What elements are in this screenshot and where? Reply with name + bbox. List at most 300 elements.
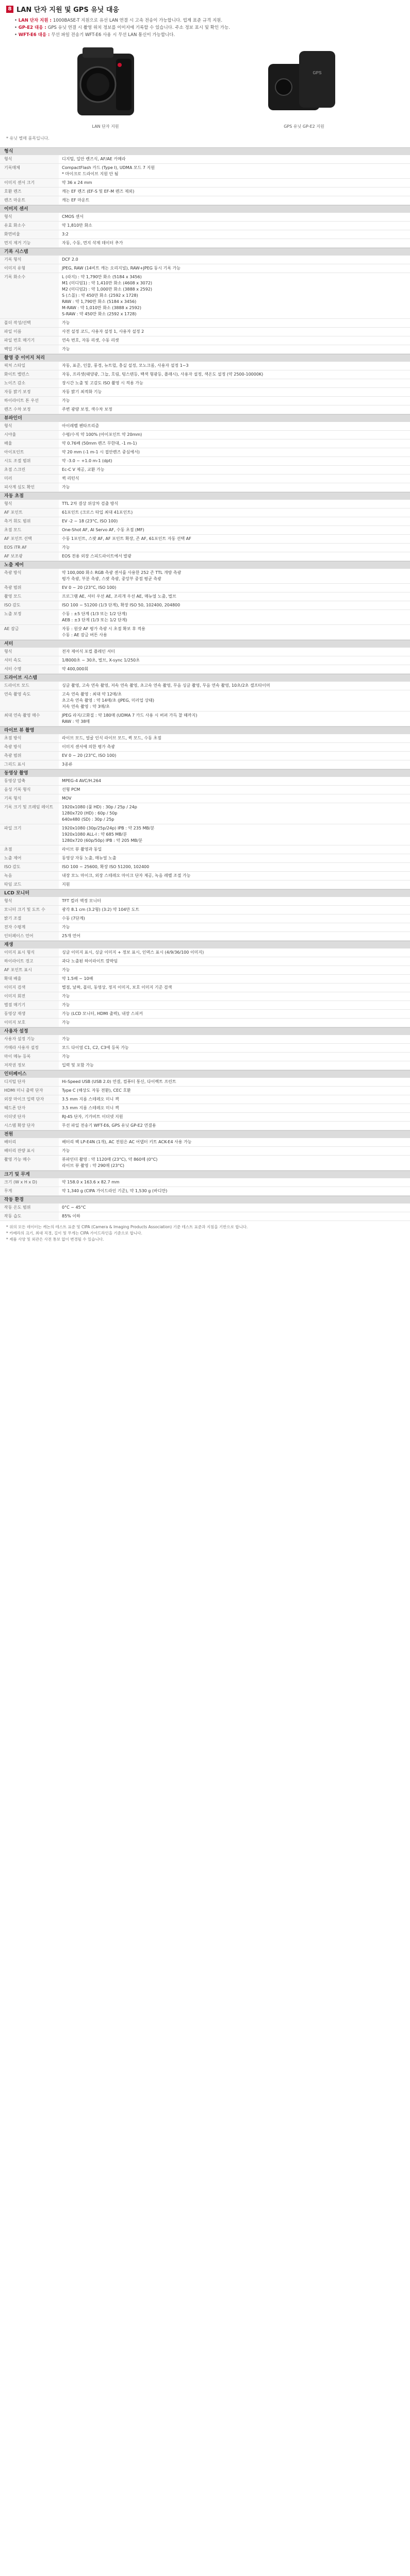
- spec-label: 측광 범위: [0, 752, 59, 760]
- spec-row: [0, 179, 410, 188]
- spec-value: 과다 노출된 하이라이트 깜박임: [62, 959, 118, 963]
- spec-row: [0, 466, 410, 474]
- spec-row: [0, 1053, 410, 1061]
- spec-row: [0, 256, 410, 264]
- spec-row: [0, 1113, 410, 1122]
- footer-notes: [0, 1221, 410, 1243]
- spec-value: JPEG 라지/고화질 : 약 180매 (UDMA 7 카드 사용 시 버퍼 가득 찰 때까지) RAW : 약 38매: [62, 713, 198, 724]
- spec-section-header: 전원: [0, 1130, 410, 1138]
- spec-label: 형식: [0, 422, 59, 430]
- spec-value: 프로그램 AE, 셔터 우선 AE, 조리개 우선 AE, 매뉴얼 노출, 벌브: [62, 594, 176, 599]
- spec-value: 가능: [62, 347, 70, 351]
- spec-row: [0, 500, 410, 509]
- product-camera: [6, 42, 205, 129]
- spec-value: Ec-C V 제공, 교환 가능: [62, 467, 105, 472]
- spec-label: 형식: [0, 648, 59, 656]
- spec-label: 측광 범위: [0, 584, 59, 592]
- spec-value: 퀵 리턴식: [62, 476, 79, 481]
- spec-label: 저작권 정보: [0, 1061, 59, 1070]
- spec-value: 약 1,810만 화소: [62, 223, 92, 228]
- spec-value: ISO 100 ~ 51200 (1/3 단계), 확장 ISO 50, 102400, 204800: [62, 603, 181, 607]
- spec-label: 초점 모드: [0, 526, 59, 534]
- spec-value: 자동, 수동, 먼지 삭제 데이터 추가: [62, 241, 123, 245]
- spec-value: 가능 (LCD 모니터, HDMI 출력), 내장 스피커: [62, 1011, 143, 1016]
- spec-label: 화이트 밸런스: [0, 370, 59, 379]
- spec-row: [0, 370, 410, 379]
- spec-value: TTL 2차 결상 위상차 검출 방식: [62, 501, 119, 506]
- spec-value: EV 0 ~ 20 (23°C, ISO 100): [62, 585, 117, 590]
- spec-label: 외장 마이크 입력 단자: [0, 1095, 59, 1104]
- footer-note: * 위의 모든 데이터는 캐논의 테스트 표준 및 CIPA (Camera & Imaging Products Association) 기준 테스트 표준과 지침을 기반으로 합니다.: [6, 1225, 248, 1229]
- spec-value: EOS 전용 외장 스피드라이트에서 발광: [62, 554, 132, 558]
- spec-label: 형식: [0, 213, 59, 221]
- spec-label: 기록 형식: [0, 256, 59, 264]
- intro-bullet-text: 1000BASE-T 지원으로 유선 LAN 연결 시 고속 전송이 가능합니다. 업계 표준 규격 지원.: [53, 18, 223, 23]
- spec-value: 디지털, 일안 렌즈식, AF/AE 카메라: [62, 157, 126, 161]
- spec-row: [0, 1035, 410, 1044]
- spec-label: AE 잠금: [0, 625, 59, 639]
- spec-section-header: 뷰파인더: [0, 414, 410, 422]
- intro-bullet-label: LAN 단자 지원 :: [18, 18, 53, 23]
- spec-label: 이미지 보호: [0, 1019, 59, 1027]
- spec-label: 배율: [0, 439, 59, 448]
- spec-value: TFT 컬러 액정 모니터: [62, 899, 101, 903]
- footnote: * 유닛 별매 품목입니다.: [6, 136, 50, 141]
- spec-label: 이미지 검색: [0, 984, 59, 992]
- spec-value: 무선 파일 전송기 WFT-E6, GPS 유닛 GP-E2 연결용: [62, 1123, 156, 1128]
- spec-label: 노출 제어: [0, 854, 59, 862]
- spec-row: [0, 483, 410, 492]
- spec-label: 동영상 압축: [0, 777, 59, 785]
- spec-value: 이미지 센서에 의한 평가 측광: [62, 744, 115, 749]
- spec-row: [0, 273, 410, 319]
- spec-label: 노출 보정: [0, 610, 59, 624]
- spec-section-header: 형식: [0, 147, 410, 155]
- spec-label: 기록 형식: [0, 794, 59, 803]
- product-caption: GPS 유닛 GP-E2 지원: [284, 124, 324, 129]
- spec-value: 장시간 노출 및 고감도 ISO 촬영 시 적용 가능: [62, 381, 143, 385]
- spec-label: 배터리: [0, 1138, 59, 1146]
- spec-row: [0, 509, 410, 517]
- spec-label: 이미지 센서 크기: [0, 179, 59, 187]
- spec-row: [0, 328, 410, 336]
- spec-row: [0, 569, 410, 584]
- spec-label: 배터리 잔량 표시: [0, 1147, 59, 1155]
- spec-label: 유효 화소수: [0, 222, 59, 230]
- spec-value: 85% 이하: [62, 1214, 80, 1218]
- spec-value: 자동, 표준, 인물, 풍경, 뉴트럴, 충실 설정, 모노크롬, 사용자 설정 1~3: [62, 363, 189, 368]
- spec-value: 입력 및 포함 가능: [62, 1063, 94, 1067]
- spec-value: 자동 : 원샷 AF 평가 측광 시 초점 확보 후 적용 수동 : AE 잠금 버튼 사용: [62, 626, 145, 637]
- intro-bullet-label: WFT-E6 대응 :: [18, 32, 52, 38]
- spec-row: [0, 439, 410, 448]
- spec-row: [0, 880, 410, 889]
- spec-label: EOS iTR AF: [0, 544, 59, 552]
- spec-row: [0, 1010, 410, 1019]
- spec-row: [0, 336, 410, 345]
- spec-label: 촬영 모드: [0, 592, 59, 601]
- spec-section-header: 기록 시스템: [0, 248, 410, 256]
- intro-bullet: • LAN 단자 지원 : 1000BASE-T 지원으로 유선 LAN 연결 시 고속 전송이 가능합니다. 업계 표준 규격 지원.: [14, 18, 223, 23]
- spec-label: HDMI 미니 출력 단자: [0, 1087, 59, 1095]
- spec-section-header: 드라이브 시스템: [0, 674, 410, 682]
- spec-value: 61포인트 (크로스 타입 최대 41포인트): [62, 510, 133, 515]
- spec-label: 형식: [0, 897, 59, 905]
- spec-row: [0, 760, 410, 769]
- spec-label: AF 포인트 표시: [0, 966, 59, 974]
- spec-label: ISO 감도: [0, 863, 59, 871]
- spec-row: [0, 743, 410, 752]
- spec-label: AF 보조광: [0, 552, 59, 561]
- intro-bullet: • WFT-E6 대응 : 무선 파일 전송기 WFT-E6 사용 시 무선 LAN 통신이 가능합니다.: [14, 32, 175, 38]
- spec-label: 모니터 크기 및 도트 수: [0, 906, 59, 914]
- product-gps: [205, 42, 403, 129]
- spec-row: [0, 230, 410, 239]
- spec-label: 기록 화소수: [0, 273, 59, 318]
- spec-value: 25개 언어: [62, 934, 80, 938]
- spec-value: 약 20 mm (-1 m-1 시 접안렌즈 중심에서): [62, 450, 140, 454]
- spec-label: 작동 온도 범위: [0, 1204, 59, 1212]
- spec-label: 연속 촬영 속도: [0, 690, 59, 711]
- spec-row: [0, 155, 410, 164]
- spec-value: 지원: [62, 882, 70, 887]
- spec-label: 초점 스크린: [0, 466, 59, 474]
- spec-value: 수동 : ±5 단계 (1/3 또는 1/2 단계) AEB : ±3 단계 (1/3 또는 1/2 단계): [62, 612, 127, 622]
- spec-row: [0, 1001, 410, 1010]
- spec-row: [0, 923, 410, 932]
- spec-section-header: 인터페이스: [0, 1070, 410, 1078]
- spec-label: 작동 습도: [0, 1212, 59, 1221]
- spec-value: 연속 번호, 자동 리셋, 수동 리셋: [62, 338, 119, 343]
- spec-label: 피사계 심도 확인: [0, 483, 59, 492]
- spec-label: 측광 방식: [0, 569, 59, 583]
- spec-row: [0, 777, 410, 786]
- spec-value: 내장 모노 마이크, 외장 스테레오 마이크 단자 제공, 녹음 레벨 조절 가능: [62, 873, 191, 878]
- spec-value: 약 100,000 화소 RGB 측광 센서를 사용한 252 존 TTL 개방 측광 평가 측광, 부분 측광, 스팟 측광, 중앙부 중점 평균 측광: [62, 570, 182, 581]
- spec-value: ISO 100 ~ 25600, 확장 ISO 51200, 102400: [62, 865, 150, 869]
- intro-bullet: • GP-E2 대응 : GPS 유닛 연결 시 촬영 위치 정보를 이미지에 기록할 수 있습니다. 주소 정보 표시 및 확인 가능.: [14, 25, 230, 30]
- spec-label: 이미지 회전: [0, 992, 59, 1001]
- spec-value: 배터리 팩 LP-E4N (1개), AC 전원은 AC 어댑터 키트 ACK-E4 사용 가능: [62, 1140, 192, 1144]
- spec-row: [0, 734, 410, 743]
- section-title: LAN 단자 지원 및 GPS 유닛 대응: [17, 6, 119, 14]
- spec-value: L (라지) : 약 1,790만 화소 (5184 x 3456) M1 (미디엄1) : 약 1,410만 화소 (4608 x 3072) M2 (미디엄2) : 약 1,000만 화소 (3888 x 2592) S (스몰) : 약 450만 화소 (2592 x 1728) RAW : 약 1,790만 화소 (5184 x 3456) M-RAW : 약 1,010만 화소 (3888 x 2592) S-RAW : 약 450만 화소 (2592 x 1728): [62, 275, 153, 316]
- spec-row: [0, 914, 410, 923]
- spec-value: 3.5 mm 지름 스테레오 미니 잭: [62, 1106, 119, 1110]
- spec-row: [0, 552, 410, 561]
- spec-value: 가능: [62, 1003, 70, 1007]
- intro-bullet-text: 무선 파일 전송기 WFT-E6 사용 시 무선 LAN 통신이 가능합니다.: [51, 32, 175, 38]
- spec-label: 카메라 사용자 설정: [0, 1044, 59, 1052]
- spec-row: [0, 690, 410, 711]
- spec-label: 기록 크기 및 프레임 레이트: [0, 803, 59, 824]
- spec-value: 약 400,000회: [62, 667, 89, 671]
- spec-section-header: 동영상 촬영: [0, 769, 410, 777]
- intro-bullets: [0, 16, 410, 39]
- spec-row: [0, 362, 410, 370]
- spec-row: [0, 188, 410, 196]
- spec-row: [0, 966, 410, 975]
- spec-label: 별점 매기기: [0, 1001, 59, 1009]
- spec-row: [0, 682, 410, 690]
- spec-row: [0, 431, 410, 439]
- spec-row: [0, 1095, 410, 1104]
- spec-value: 가능: [62, 1054, 70, 1059]
- spec-value: 캐논 EF 마운트: [62, 198, 90, 202]
- spec-row: [0, 665, 410, 674]
- spec-value: MPEG-4 AVC/H.264: [62, 778, 101, 783]
- spec-value: 가능: [62, 994, 70, 998]
- spec-table: [0, 147, 410, 1221]
- intro-bullet-text: GPS 유닛 연결 시 촬영 위치 정보를 이미지에 기록할 수 있습니다. 주소 정보 표시 및 확인 가능.: [47, 25, 230, 30]
- spec-value: 수동 (7단계): [62, 916, 85, 921]
- spec-value: 아이레벨 펜타프리즘: [62, 423, 100, 428]
- spec-row: [0, 379, 410, 388]
- spec-row: [0, 625, 410, 640]
- spec-row: [0, 1187, 410, 1196]
- spec-label: 호환 렌즈: [0, 188, 59, 196]
- spec-value: MOV: [62, 796, 72, 801]
- footer-note: * 카메라의 크기, 최대 직경, 길이 및 무게는 CIPA 가이드라인을 기준으로 합니다.: [6, 1231, 142, 1235]
- spec-value: CMOS 센서: [62, 214, 84, 219]
- spec-value: 3.5 mm 지름 스테레오 미니 잭: [62, 1097, 119, 1101]
- spec-row: [0, 1087, 410, 1095]
- spec-label: ISO 감도: [0, 601, 59, 609]
- spec-label: 측광 방식: [0, 743, 59, 751]
- spec-label: 타임 코드: [0, 880, 59, 889]
- spec-row: [0, 457, 410, 466]
- spec-label: 파일 크기: [0, 824, 59, 845]
- spec-section-header: 촬영 중 이미지 처리: [0, 354, 410, 362]
- spec-value: Hi-Speed USB (USB 2.0) 연결, 컴퓨터 통신, 다이렉트 프린트: [62, 1079, 176, 1084]
- spec-section-header: 사용자 설정: [0, 1027, 410, 1035]
- spec-value: 수평/수직 약 100% (아이포인트 약 20mm): [62, 432, 142, 437]
- product-images: [0, 39, 410, 132]
- spec-value: 가능: [62, 398, 70, 403]
- spec-label: 이미지 표시 형식: [0, 948, 59, 957]
- spec-row: [0, 854, 410, 863]
- spec-row: [0, 405, 410, 414]
- spec-section-header: 크기 및 무게: [0, 1171, 410, 1178]
- spec-label: 밝기 조절: [0, 914, 59, 923]
- spec-row: [0, 584, 410, 592]
- spec-row: [0, 544, 410, 552]
- spec-label: 파일 번호 매기기: [0, 336, 59, 345]
- spec-value: 0°C ~ 45°C: [62, 1205, 86, 1210]
- gps-unit-image: [263, 43, 346, 121]
- spec-row: [0, 517, 410, 526]
- spec-row: [0, 448, 410, 457]
- spec-row: [0, 863, 410, 872]
- spec-value: 동영상 자동 노출, 매뉴얼 노출: [62, 856, 117, 860]
- spec-row: [0, 1138, 410, 1147]
- spec-row: [0, 1122, 410, 1130]
- spec-label: 셔터 속도: [0, 656, 59, 665]
- spec-value: 가능: [62, 320, 70, 325]
- spec-label: 파일 이름: [0, 328, 59, 336]
- spec-value: 1920x1080 (풀 HD) : 30p / 25p / 24p 1280x720 (HD) : 60p / 50p 640x480 (SD) : 30p / 25p: [62, 805, 137, 822]
- spec-label: 측거 휘도 범위: [0, 517, 59, 526]
- spec-section-header: 셔터: [0, 640, 410, 648]
- spec-value: 전자 제어식 포컬 플레인 셔터: [62, 649, 115, 654]
- section-number-badge: 8: [6, 6, 13, 13]
- spec-section-header: 이미지 센서: [0, 205, 410, 213]
- spec-row: [0, 196, 410, 205]
- spec-row: [0, 1156, 410, 1171]
- spec-label: 백업 기록: [0, 345, 59, 353]
- spec-row: [0, 601, 410, 610]
- spec-value: 광각 8.1 cm (3.2형) (3:2) 약 104만 도트: [62, 907, 140, 912]
- spec-value: 싱글 촬영, 고속 연속 촬영, 저속 연속 촬영, 초고속 연속 촬영, 무음 싱글 촬영, 무음 연속 촬영, 10초/2초 셀프타이머: [62, 683, 270, 688]
- spec-row: [0, 752, 410, 760]
- spec-row: [0, 535, 410, 544]
- spec-label: 렌즈 마운트: [0, 196, 59, 205]
- spec-row: [0, 345, 410, 354]
- spec-label: 화면비율: [0, 230, 59, 239]
- spec-section-header: 노출 제어: [0, 561, 410, 569]
- spec-row: [0, 397, 410, 405]
- spec-label: 동영상 재생: [0, 1010, 59, 1018]
- spec-row: [0, 1147, 410, 1156]
- spec-section-header: 자동 초점: [0, 492, 410, 500]
- spec-row: [0, 803, 410, 824]
- spec-label: 헤드폰 단자: [0, 1104, 59, 1112]
- spec-row: [0, 711, 410, 726]
- spec-label: 셔터 수명: [0, 665, 59, 673]
- spec-value: 가능: [62, 485, 70, 489]
- spec-label: 촬영 가능 매수: [0, 1156, 59, 1170]
- spec-row: [0, 1204, 410, 1212]
- spec-section-header: 라이브 뷰 촬영: [0, 726, 410, 734]
- spec-value: 가능: [62, 925, 70, 929]
- footer-note: * 제품 사양 및 외관은 사전 통보 없이 변경될 수 있습니다.: [6, 1237, 104, 1242]
- spec-row: [0, 1212, 410, 1221]
- spec-value: 별점, 날짜, 폴더, 동영상, 정지 이미지, 보호 이미지 기준 검색: [62, 985, 172, 990]
- spec-label: 디지털 단자: [0, 1078, 59, 1086]
- spec-value: 가능: [62, 1148, 70, 1153]
- spec-row: [0, 897, 410, 906]
- section-header: [0, 0, 410, 16]
- spec-label: 먼지 제거 기능: [0, 239, 59, 247]
- spec-value: 수동 1포인트, 스팟 AF, AF 포인트 확장, 존 AF, 61포인트 자동 선택 AF: [62, 536, 191, 541]
- spec-value: 주변 광량 보정, 색수차 보정: [62, 407, 112, 412]
- spec-row: [0, 319, 410, 328]
- spec-row: [0, 526, 410, 535]
- spec-value: One-Shot AF, AI Servo AF, 수동 초점 (MF): [62, 528, 144, 532]
- spec-value: 가능: [62, 1037, 70, 1041]
- spec-value: EV 0 ~ 20 (23°C, ISO 100): [62, 753, 117, 758]
- spec-value: 가능: [62, 968, 70, 972]
- spec-label: 픽처 스타일: [0, 362, 59, 370]
- spec-label: 그리드 표시: [0, 760, 59, 769]
- spec-value: 싱글 이미지 표시, 싱글 이미지 + 정보 표시, 인덱스 표시 (4/9/36/100 이미지): [62, 950, 204, 955]
- spec-row: [0, 656, 410, 665]
- spec-row: [0, 213, 410, 222]
- spec-label: 녹음: [0, 872, 59, 880]
- spec-row: [0, 786, 410, 794]
- spec-row: [0, 592, 410, 601]
- spec-value: 사전 설정 코드, 사용자 설정 1, 사용자 설정 2: [62, 329, 144, 334]
- spec-value: 라이브 뷰 촬영과 동일: [62, 847, 102, 852]
- spec-value: 약 -3.0 ~ +1.0 m-1 (dpt): [62, 459, 112, 463]
- spec-label: 확대 배율: [0, 975, 59, 983]
- spec-row: [0, 957, 410, 966]
- spec-label: 미러: [0, 474, 59, 483]
- spec-label: 폴더 작성/선택: [0, 319, 59, 327]
- spec-row: [0, 975, 410, 984]
- spec-label: AF 포인트 선택: [0, 535, 59, 543]
- spec-row: [0, 992, 410, 1001]
- spec-row: [0, 388, 410, 397]
- spec-section-header: 재생: [0, 941, 410, 948]
- spec-value: 가능: [62, 545, 70, 550]
- spec-row: [0, 222, 410, 230]
- spec-row: [0, 1178, 410, 1187]
- spec-label: 마이 메뉴 등록: [0, 1053, 59, 1061]
- spec-label: 드라이브 모드: [0, 682, 59, 690]
- spec-label: 노이즈 감소: [0, 379, 59, 387]
- spec-row: [0, 610, 410, 625]
- spec-value: 캐논 EF 렌즈 (EF-S 및 EF-M 렌즈 제외): [62, 189, 135, 194]
- spec-label: 아이포인트: [0, 448, 59, 456]
- spec-label: 형식: [0, 155, 59, 163]
- spec-value: 약 0.76배 (50mm 렌즈 무한대, -1 m-1): [62, 441, 137, 446]
- spec-value: DCF 2.0: [62, 257, 78, 262]
- page: [0, 0, 410, 1243]
- spec-label: 음성 기록 형식: [0, 786, 59, 794]
- spec-value: 약 158.0 x 163.6 x 82.7 mm: [62, 1180, 120, 1184]
- camera-body-image: [67, 43, 144, 121]
- spec-row: [0, 794, 410, 803]
- spec-value: RJ-45 단자, 기가비트 이더넷 지원: [62, 1114, 123, 1119]
- spec-value: 고속 연속 촬영 : 최대 약 12매/초 초고속 연속 촬영 : 약 14매/초 (JPEG, 미러업 상태) 저속 연속 촬영 : 약 3매/초: [62, 692, 155, 709]
- spec-label: 형식: [0, 500, 59, 508]
- spec-row: [0, 264, 410, 273]
- spec-row: [0, 872, 410, 880]
- spec-label: 전자 수평계: [0, 923, 59, 931]
- spec-value: Type C (해상도 자동 전환), CEC 호환: [62, 1088, 131, 1093]
- spec-value: 약 1,340 g (CIPA 가이드라인 기준), 약 1,530 g (바디만): [62, 1189, 168, 1193]
- spec-row: [0, 474, 410, 483]
- spec-row: [0, 422, 410, 431]
- spec-label: 초점 방식: [0, 734, 59, 742]
- spec-label: 최대 연속 촬영 매수: [0, 711, 59, 726]
- spec-value: 선형 PCM: [62, 787, 80, 792]
- spec-value: 라이브 모드, 얼굴 인식 라이브 모드, 퀵 모드, 수동 초점: [62, 736, 161, 740]
- spec-row: [0, 164, 410, 179]
- spec-value: 뷰파인더 촬영 : 약 1120매 (23°C), 약 860매 (0°C) 라이브 뷰 촬영 : 약 290매 (23°C): [62, 1157, 158, 1168]
- spec-value: 약 36 x 24 mm: [62, 180, 92, 185]
- spec-value: JPEG, RAW (14비트 캐논 오리지널), RAW+JPEG 동시 기록 가능: [62, 266, 181, 270]
- spec-value: 1920x1080 (30p/25p/24p) IPB : 약 235 MB/분 1920x1080 ALL-I : 약 685 MB/분 1280x720 (60p/50p) IPB : 약 205 MB/분: [62, 826, 155, 843]
- spec-label: 렌즈 수차 보정: [0, 405, 59, 414]
- spec-row: [0, 239, 410, 248]
- spec-label: 자동 밝기 보정: [0, 388, 59, 396]
- spec-label: 사용자 설정 기능: [0, 1035, 59, 1043]
- spec-label: AF 포인트: [0, 509, 59, 517]
- spec-value: 모드 다이얼 C1, C2, C3에 등록 가능: [62, 1045, 129, 1050]
- spec-row: [0, 1078, 410, 1087]
- spec-row: [0, 1061, 410, 1070]
- spec-value: 3종류: [62, 762, 73, 767]
- product-caption: LAN 단자 지원: [92, 124, 119, 129]
- spec-row: [0, 824, 410, 845]
- spec-label: 크기 (W x H x D): [0, 1178, 59, 1187]
- spec-label: 인터페이스 언어: [0, 932, 59, 940]
- spec-value: 가능: [62, 1020, 70, 1025]
- spec-row: [0, 948, 410, 957]
- spec-row: [0, 906, 410, 914]
